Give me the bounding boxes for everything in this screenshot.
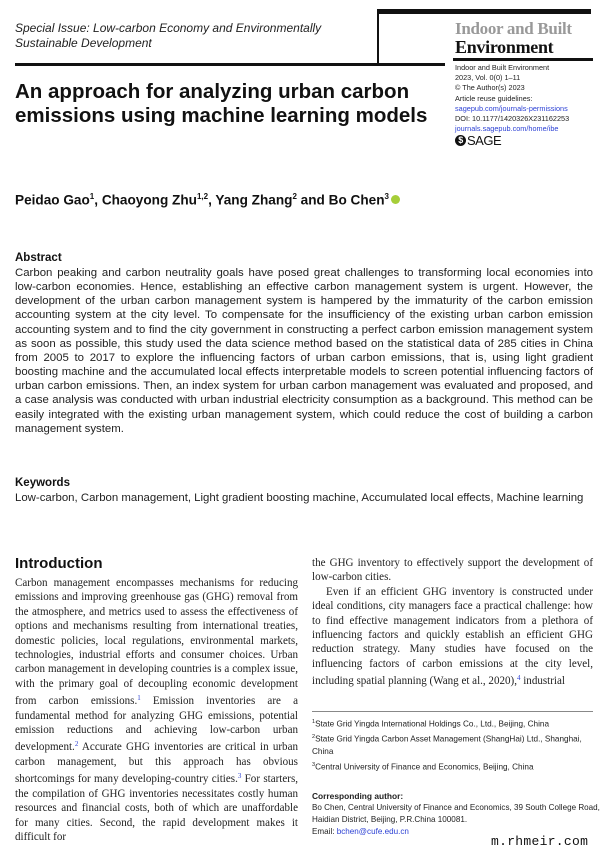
sage-logo — [455, 132, 605, 148]
permissions-link[interactable]: sagepub.com/journals-permissions — [455, 103, 568, 113]
abstract-text: Carbon peaking and carbon neutrality goals have posed great challenges to transforming local economies into low-carbon economies. Hence, establishing an effective carbon management system is urgent. However, the development of the urban carbon management system is hampered by the immaturity of the carbon emission accounting system at the city level. To compensate for the insufficiency of the existing urban carbon emission accounting system and to find the city government in constructing a perfect carbon emission management system as soon as possible, this study used the data science method based on the statistical data of 285 cities in China from 2005 to 2017 to explore the influencing factors of urban carbon emissions, that is, using light gradient boosting machine and the accumulated local effects interpretable models to screen potential influencing factors of urban carbon emissions. Then, an index system for urban carbon management was evaluated and proposed, and a case analysis was conducted with urban industrial electricity consumption as a background. This method can be easily integrated with the existing urban management system, which could reduce the cost of building a carbon management system. — [15, 267, 593, 435]
author-affiliation-ref: 2 — [292, 192, 297, 201]
logo-bottom-rule — [453, 58, 593, 61]
introduction-paragraph: the GHG inventory to effectively support the development of low-carbon cities. — [312, 557, 593, 584]
author-separator: , — [94, 192, 102, 208]
body-text: Accurate GHG inventories are critical in urban carbon management, but this approach has obvious shortcomings for many developing-country cities. — [15, 741, 298, 786]
logo-top-rule — [378, 9, 591, 14]
journal-logo — [455, 20, 595, 56]
sage-mark-icon: $ — [455, 135, 466, 146]
meta-doi: DOI: 10.1177/1420326X231162253 — [455, 114, 570, 124]
author-list — [15, 192, 400, 208]
body-text: Carbon management encompasses mechanisms for reducing emissions and improving greenhouse gas (GHG) removal from the atmosphere, and metrics used to assess the effectiveness of options and mechanisms resulting from international treaties, domestic policies, local regulations, environmental markets, technologies, industrial efforts and consumer choices. Urban carbon management in developing countries is a complex issue, with the primary goal of decoupling economic development from carbon emissions. — [15, 577, 298, 708]
article-title: An approach for analyzing urban carbon emissions using machine learning models — [15, 80, 428, 127]
author-affiliation-ref: 1,2 — [196, 192, 209, 201]
affiliation-text: State Grid Yingda International Holdings Co., Ltd., Beijing, China — [315, 719, 550, 729]
citation-ref[interactable]: 4 — [516, 674, 521, 683]
body-text: industrial — [520, 675, 565, 688]
sage-wordmark: SAGE — [467, 132, 502, 148]
meta-reuse-label: Article reuse guidelines: — [455, 93, 533, 103]
author-separator: and — [296, 192, 329, 208]
affiliation-number: 1 — [312, 719, 316, 725]
special-issue-label: Special Issue: Low-carbon Economy and Environmentally Sustainable Development — [15, 21, 322, 50]
email-label: Email: — [312, 827, 337, 837]
meta-journal: Indoor and Built Environment — [455, 63, 550, 72]
affiliation — [312, 759, 597, 774]
author: Bo Chen — [328, 192, 385, 208]
author-separator: , — [208, 192, 216, 208]
author-affiliation-ref: 3 — [384, 192, 389, 201]
affiliation-number: 3 — [312, 761, 316, 768]
introduction-paragraph — [312, 585, 593, 689]
affiliation-text: State Grid Yingda Carbon Asset Management (ShangHai) Ltd., Shanghai, China — [312, 734, 582, 757]
introduction-paragraph — [15, 576, 298, 844]
introduction-left-column — [15, 576, 298, 844]
body-text: Emission inventories are a fundamental method for analyzing GHG emissions, potential emission reductions and achieving low-carbon urban development. — [15, 695, 298, 754]
journal-logo-line2: Environment — [455, 37, 554, 57]
affiliation-text: Central University of Finance and Economics, Beijing, China — [315, 762, 534, 772]
header-rule — [15, 63, 445, 66]
header-divider — [377, 9, 379, 65]
footnote-divider — [312, 711, 593, 712]
citation-ref[interactable]: 1 — [137, 694, 141, 703]
watermark: m.rhmeir.com — [491, 834, 589, 849]
author-affiliation-ref: 1 — [89, 192, 95, 201]
affiliation — [312, 731, 597, 759]
keywords-heading: Keywords — [15, 477, 70, 489]
body-text: For starters, the compilation of GHG inventories necessitates costly human resources and financial costs, both of which are unaffordable for many cities. Second, the rapid development makes it difficult for — [15, 773, 298, 843]
article-meta — [455, 63, 605, 146]
affiliation — [312, 716, 597, 731]
citation-ref[interactable]: 2 — [74, 740, 79, 749]
orcid-icon[interactable] — [391, 195, 400, 204]
corresponding-address: Bo Chen, Central University of Finance and Economics, 39 South College Road, Haidian District, Beijing, P.R.China 100081. — [312, 803, 600, 825]
body-text: Even if an efficient GHG inventory is constructed under ideal conditions, city managers face a practical challenge: how to find effective management indicators from a plethora of influencing factors and quickly establish an efficient GHG reduction strategy. Many studies have focused on the influencing factors of carbon emissions at the city level, including spatial planning (Wang et al., 2020), — [312, 585, 593, 688]
affiliations — [312, 716, 597, 774]
introduction-heading: Introduction — [15, 555, 103, 572]
journal-home-link[interactable]: journals.sagepub.com/home/ibe — [455, 124, 559, 134]
author: Chaoyong Zhu — [101, 192, 197, 208]
meta-volume: 2023, Vol. 0(0) 1–11 — [455, 73, 521, 83]
keywords-text: Low-carbon, Carbon management, Light gradient boosting machine, Accumulated local effects, Machine learning — [15, 492, 584, 504]
abstract-heading: Abstract — [15, 252, 62, 264]
introduction-right-column — [312, 556, 593, 689]
email-link[interactable]: bchen@cufe.edu.cn — [336, 827, 409, 837]
meta-copyright: © The Author(s) 2023 — [455, 83, 525, 93]
affiliation-number: 2 — [312, 734, 316, 741]
author: Peidao Gao — [15, 192, 90, 208]
journal-logo-line1: Indoor and Built — [455, 19, 572, 38]
corresponding-author-heading: Corresponding author: — [312, 791, 404, 801]
author: Yang Zhang — [215, 192, 293, 208]
citation-ref[interactable]: 3 — [237, 772, 242, 781]
